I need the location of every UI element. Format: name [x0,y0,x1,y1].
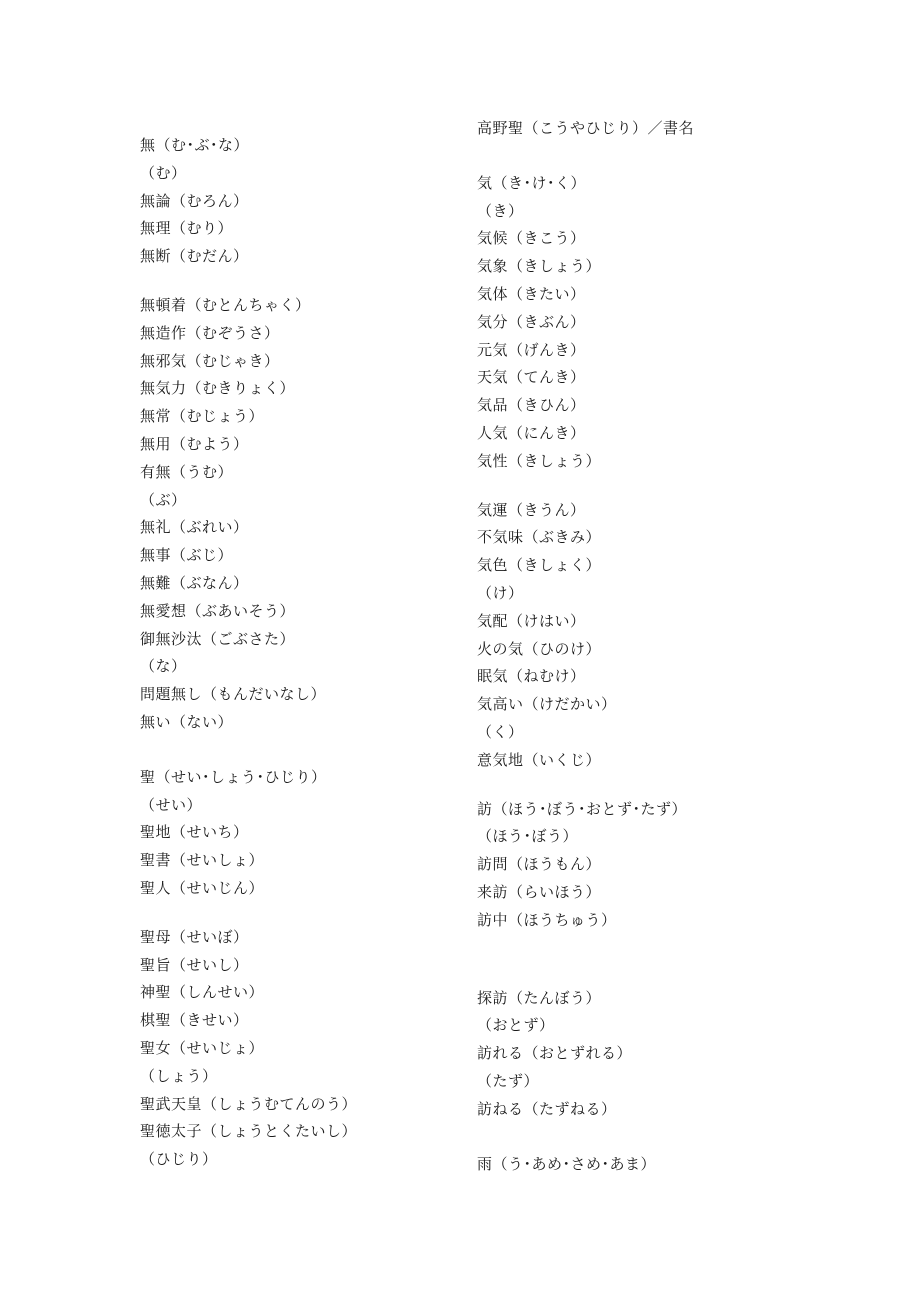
spacer [477,775,837,796]
vocab-line: 問題無し（もんだいなし） [140,685,327,704]
vocab-line: 聖地（せいち） [140,823,249,842]
vocab-line: 人気（にんき） [477,423,586,442]
vocab-line: 元気（げんき） [477,340,586,359]
vocab-line: 無邪気（むじゃき） [140,351,280,370]
entry-group-sei [140,764,500,903]
vocab-line: 訪中（ほうちゅう） [477,910,617,929]
vocab-line: 無事（ぶじ） [140,546,234,565]
vocab-line: 気配（けはい） [477,611,586,630]
vocab-line: 無断（むだん） [140,247,249,266]
spacer [477,143,837,170]
reading-line: （く） [477,722,524,741]
entry-group-ame [477,1151,837,1179]
spacer [140,737,500,764]
vocab-line: 気候（きこう） [477,229,586,248]
vocab-line: 眠気（ねむけ） [477,667,586,686]
vocab-line: 無常（むじょう） [140,407,265,426]
vocab-line: 聖武天皇（しょうむてんのう） [140,1094,358,1113]
reading-line: （しょう） [140,1066,218,1085]
reading-line: （け） [477,583,524,602]
vocab-line: 無礼（ぶれい） [140,518,249,537]
reading-line: （たず） [477,1071,540,1090]
vocab-line: 気分（きぶん） [477,312,586,331]
vocab-line: 気高い（けだかい） [477,695,617,714]
reading-line: （ひじり） [140,1150,218,1169]
vocab-line: 不気味（ぶきみ） [477,528,602,547]
vocab-line: 無難（ぶなん） [140,573,249,592]
reading-line: （ぶ） [140,490,187,509]
spacer [477,935,837,985]
entry-group-mu-continued [140,292,500,737]
vocab-line: 無愛想（ぶあいそう） [140,601,296,620]
heading-line: 無（む･ぶ･な） [140,136,250,154]
entry-group-mu [140,132,500,271]
vocab-line: 高野聖（こうやひじり）／書名 [477,119,695,137]
vocab-line: 聖旨（せいし） [140,955,249,974]
vocab-line: 訪ねる（たずねる） [477,1099,617,1118]
heading-line: 気（き･け･く） [477,173,587,192]
entry-group-ki [477,170,837,476]
vocab-line: 気体（きたい） [477,284,586,303]
left-column [140,132,500,1174]
vocab-line: 無い（ない） [140,712,234,731]
entry-group-sei-continued [140,924,500,1174]
vocab-line: 無論（むろん） [140,191,249,210]
entry-group-hou [477,796,837,935]
spacer [140,271,500,292]
vocab-line: 火の気（ひのけ） [477,639,602,658]
vocab-line: 気品（きひん） [477,396,586,415]
vocab-line: 来訪（らいほう） [477,882,602,901]
heading-line: 訪（ほう･ぼう･おとず･たず） [477,799,688,818]
vocab-line: 聖女（せいじょ） [140,1038,265,1057]
vocab-line: 無理（むり） [140,219,234,238]
vocab-line: 棋聖（きせい） [140,1011,249,1030]
reading-line: （せい） [140,795,203,814]
reading-line: （ほう･ぼう） [477,827,579,846]
entry-group-ki-continued [477,497,837,775]
reading-line: （む） [140,163,187,182]
vocab-line: 訪問（ほうもん） [477,855,602,874]
vocab-line: 意気地（いくじ） [477,750,602,769]
heading-line: 雨（う･あめ･さめ･あま） [477,1154,657,1173]
vocab-line: 無用（むよう） [140,434,249,453]
right-column [477,115,837,1178]
vocab-line: 有無（うむ） [140,462,234,481]
entry-group-hou-continued [477,985,837,1124]
vocab-line: 訪れる（おとずれる） [477,1044,633,1063]
entry-group-hijiri [477,115,837,143]
vocab-line: 気性（きしょう） [477,451,602,470]
vocab-line: 気象（きしょう） [477,257,602,276]
vocab-line: 探訪（たんぼう） [477,988,602,1007]
vocab-line: 聖徳太子（しょうとくたいし） [140,1122,358,1141]
spacer [477,476,837,497]
heading-line: 聖（せい･しょう･ひじり） [140,767,327,786]
spacer [140,903,500,924]
vocab-line: 気運（きうん） [477,500,586,519]
spacer [477,1124,837,1151]
reading-line: （おとず） [477,1016,555,1035]
vocab-line: 御無沙汰（ごぶさた） [140,629,296,648]
reading-line: （き） [477,201,524,220]
vocab-line: 無造作（むぞうさ） [140,323,280,342]
vocab-line: 聖書（せいしょ） [140,851,265,870]
vocab-line: 無気力（むきりょく） [140,379,296,398]
vocab-line: 気色（きしょく） [477,556,602,575]
vocab-line: 聖人（せいじん） [140,878,265,897]
vocab-line: 神聖（しんせい） [140,983,265,1002]
reading-line: （な） [140,657,187,676]
vocab-line: 聖母（せいぼ） [140,927,249,946]
vocab-line: 天気（てんき） [477,368,586,387]
vocab-line: 無頓着（むとんちゃく） [140,295,311,314]
